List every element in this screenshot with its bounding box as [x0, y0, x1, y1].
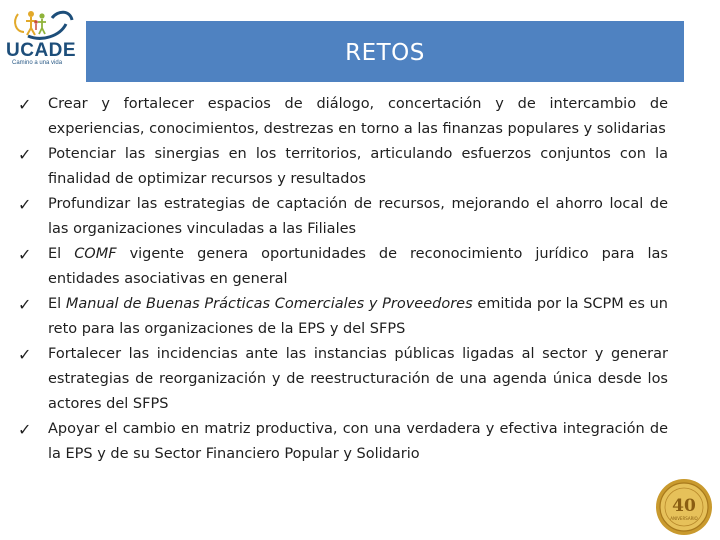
checkmark-icon: ✓	[18, 195, 32, 214]
checkmark-icon: ✓	[18, 345, 32, 364]
list-item	[18, 192, 668, 242]
title-banner	[86, 21, 684, 82]
list-item-text-post: emitida por la SCPM es un reto para las organizaciones de la EPS y del SFPS	[48, 296, 668, 337]
page-title: RETOS	[345, 39, 425, 66]
anniversary-seal	[655, 478, 713, 536]
list-item-emphasis: Manual de Buenas Prácticas Comerciales y Proveedores	[65, 296, 473, 312]
list-item-emphasis: COMF	[74, 246, 117, 262]
list-item	[18, 242, 668, 292]
list-item-text: Profundizar las estrategias de captación de recursos, mejorando el ahorro local de las organizaciones vinculadas a las Filiales	[48, 196, 668, 237]
seal-label: ANIVERSARIO	[670, 516, 698, 521]
list-item-text-pre: El	[48, 296, 66, 312]
list-item	[18, 142, 668, 192]
checkmark-icon: ✓	[18, 145, 32, 164]
checkmark-icon: ✓	[18, 420, 32, 439]
list-item	[18, 417, 668, 467]
challenges-list	[18, 92, 668, 467]
list-item-text: Crear y fortalecer espacios de diálogo, concertación y de intercambio de experiencias, conocimientos, destrezas en torno a las finanzas populares y solidarias	[48, 96, 668, 137]
ucade-logo	[2, 2, 88, 68]
logo-slogan: Camino a una vida	[12, 60, 63, 66]
list-item-text-post: vigente genera oportunidades de reconocimiento jurídico para las entidades asociativas en general	[48, 246, 668, 287]
list-item-text: Apoyar el cambio en matriz productiva, con una verdadera y efectiva integración de la EPS y de su Sector Financiero Popular y Solidario	[48, 421, 668, 462]
list-item	[18, 92, 668, 142]
seal-icon	[655, 478, 713, 536]
list-item	[18, 292, 668, 342]
list-item-text: Potenciar las sinergias en los territorios, articulando esfuerzos conjuntos con la finalidad de optimizar recursos y resultados	[48, 146, 668, 187]
list-item-text-pre: El	[48, 246, 75, 262]
checkmark-icon: ✓	[18, 295, 32, 314]
list-item-text: Fortalecer las incidencias ante las instancias públicas ligadas al sector y generar estrategias de reorganización y de reestructuración de una agenda única desde los actores del SFPS	[48, 346, 668, 412]
logo-wordmark: UCADE	[6, 40, 77, 61]
seal-number: 40	[672, 496, 696, 516]
checkmark-icon: ✓	[18, 245, 32, 264]
checkmark-icon: ✓	[18, 95, 32, 114]
list-item	[18, 342, 668, 417]
